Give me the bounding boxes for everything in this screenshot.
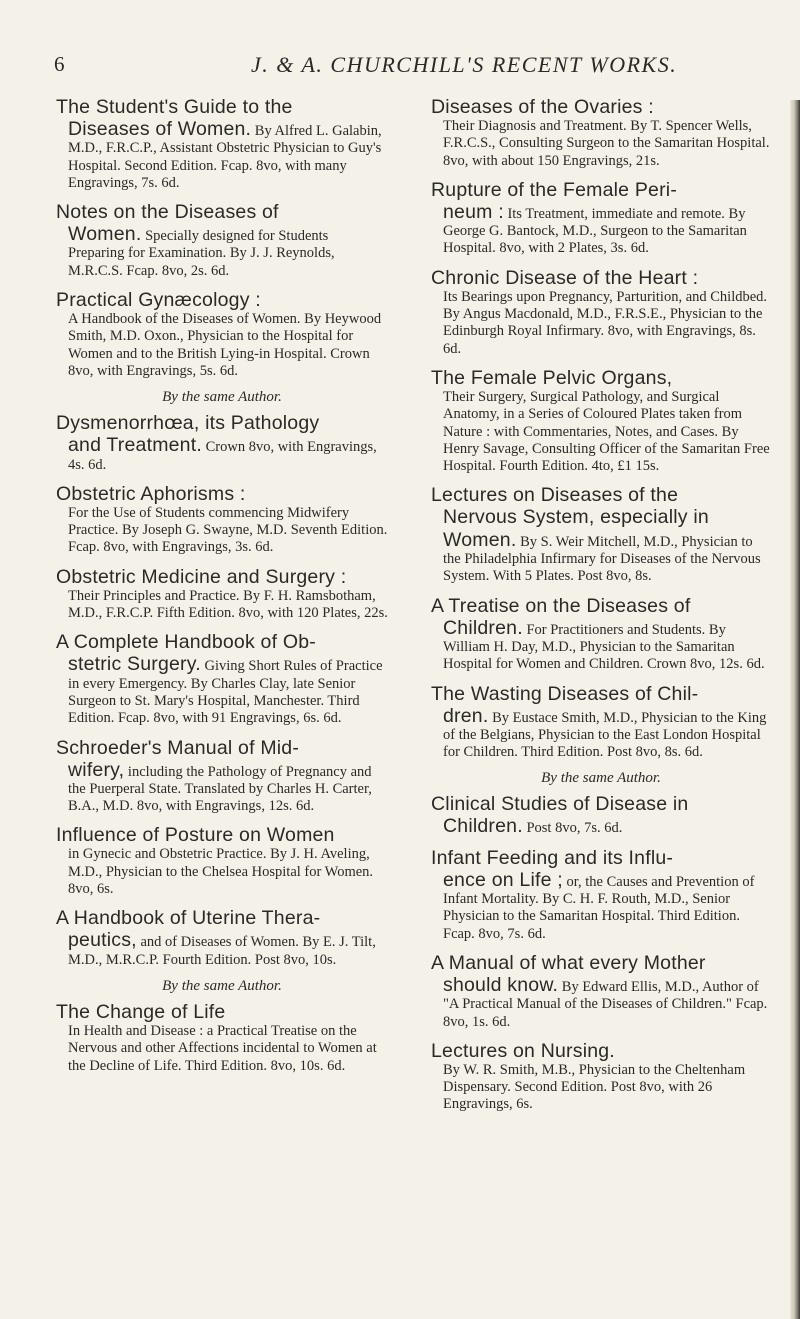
- book-title: A Handbook of Uterine Thera-: [56, 907, 321, 930]
- book-title: Schroeder's Manual of Mid-: [56, 736, 300, 759]
- book-details: [56, 505, 388, 557]
- book-title: Diseases of the Ovaries :: [431, 96, 654, 118]
- page-number: 6: [54, 52, 65, 76]
- book-entry: [56, 289, 388, 380]
- book-description: Their Principles and Practice. By F. H. Ramsbotham, M.D., F.R.C.P. Fifth Edition. 8vo, with 120 Plates, 22s.: [68, 587, 388, 622]
- book-title: Notes on the Diseases of: [56, 201, 279, 224]
- book-title-continued: neum :: [443, 200, 504, 223]
- book-details: [56, 118, 388, 192]
- book-entry: [431, 683, 771, 762]
- author-note: By the same Author.: [541, 770, 661, 787]
- left-column: [56, 96, 388, 1084]
- book-details: [56, 759, 388, 816]
- book-details: [56, 311, 388, 380]
- book-title: Clinical Studies of Disease in: [431, 793, 689, 816]
- book-description: By Eustace Smith, M.D., Physician to the King of the Belgians, Physician to the East London Hospital for Children. Third Edition. Post 8vo, 8s. 6d.: [443, 709, 767, 761]
- book-entry: [431, 96, 771, 170]
- book-description: or, the Causes and Prevention of Infant Mortality. By C. H. F. Routh, M.D., Senior Physician to the Samaritan Hospital. Third Edition. Fcap. 8vo, 7s. 6d.: [443, 873, 755, 942]
- book-details: [56, 223, 388, 280]
- book-details: [431, 389, 771, 475]
- book-entry: [56, 1001, 388, 1075]
- book-details: [431, 815, 771, 837]
- book-entry: [56, 483, 388, 557]
- book-title: Infant Feeding and its Influ-: [431, 846, 674, 869]
- book-description: Their Surgery, Surgical Pathology, and Surgical Anatomy, in a Series of Coloured Plates taken from Nature : with Commentaries, Notes, and Cases. By Henry Savage, Consulting Officer of the Samaritan Free Hospital. Fourth Edition. 4to, £1 15s.: [443, 388, 770, 475]
- book-description: Its Treatment, immediate and remote. By George G. Bantock, M.D., Surgeon to the Samaritan Hospital. 8vo, with 2 Plates, 3s. 6d.: [443, 205, 747, 257]
- book-title: Lectures on Nursing.: [431, 1039, 615, 1062]
- book-details: [56, 929, 388, 969]
- book-description: By Alfred L. Galabin, M.D., F.R.C.P., Assistant Obstetric Physician to Guy's Hospital. Second Edition. Fcap. 8vo, with many Engravings, 7s. 6d.: [68, 123, 382, 191]
- book-description: A Handbook of the Diseases of Women. By Heywood Smith, M.D. Oxon., Physician to the Hospital for Women and to the British Lying-in Hospital. Crown 8vo, with Engravings, 5s. 6d.: [68, 311, 382, 379]
- book-description: For Practitioners and Students. By William H. Day, M.D., Physician to the Samaritan Hospital for Women and Children. Crown 8vo, 12s. 6d.: [443, 621, 765, 673]
- book-description: including the Pathology of Pregnancy and the Puerperal State. Translated by Charles H. Carter, B.A., M.D. 8vo, with Engravings, 12s. 6d.: [68, 763, 372, 815]
- book-title: Practical Gynæcology :: [56, 289, 261, 312]
- book-title: A Complete Handbook of Ob-: [56, 631, 316, 654]
- book-title: Obstetric Aphorisms :: [56, 482, 246, 505]
- book-entry: [56, 631, 388, 727]
- book-description: By Edward Ellis, M.D., Author of "A Practical Manual of the Diseases of Children." Fcap. 8vo, 1s. 6d.: [443, 978, 768, 1030]
- book-details: [431, 1062, 771, 1114]
- book-description: By S. Weir Mitchell, M.D., Physician to the Philadelphia Infirmary for Diseases of the Nervous System. With 5 Plates. Post 8vo, 8s.: [443, 533, 761, 585]
- book-title: The Wasting Diseases of Chil-: [431, 682, 699, 705]
- book-title: The Student's Guide to the: [56, 96, 293, 118]
- book-title-continued: Children.: [443, 815, 523, 838]
- book-entry: [431, 952, 771, 1031]
- book-description: Post 8vo, 7s. 6d.: [526, 820, 623, 837]
- book-details: [56, 1023, 388, 1075]
- book-entry: [431, 1040, 771, 1114]
- book-title-continued: should know.: [443, 973, 559, 996]
- book-entry: [56, 566, 388, 623]
- book-title-continued: stetric Surgery.: [68, 653, 201, 676]
- book-description: Their Diagnosis and Treatment. By T. Spencer Wells, F.R.C.S., Consulting Surgeon to the Samaritan Hospital. 8vo, with about 150 Engravings, 21s.: [443, 118, 770, 169]
- page-edge-shadow: [790, 100, 800, 1319]
- book-title: A Treatise on the Diseases of: [431, 594, 691, 617]
- book-details: [431, 201, 771, 258]
- book-description: Its Bearings upon Pregnancy, Parturition, and Childbed. By Angus Macdonald, M.D., F.R.S.E., Physician to the Edinburgh Royal Infirmary. 8vo, with Engravings, 8s. 6d.: [443, 288, 768, 357]
- author-note: By the same Author.: [162, 389, 282, 406]
- book-title: The Change of Life: [56, 1000, 226, 1023]
- book-title: The Female Pelvic Organs,: [431, 366, 673, 389]
- book-title-continued: ence on Life ;: [443, 868, 563, 891]
- book-title-continued: Children.: [443, 616, 523, 639]
- book-details: [431, 506, 771, 585]
- book-entry: [431, 595, 771, 674]
- book-entry: [431, 484, 771, 585]
- book-title-continued: dren.: [443, 704, 489, 727]
- book-title: Rupture of the Female Peri-: [431, 178, 678, 201]
- book-entry: [56, 907, 388, 969]
- book-entry: [431, 793, 771, 837]
- book-title-continued: Diseases of Women.: [68, 118, 252, 140]
- book-entry: [431, 179, 771, 258]
- book-entry: [56, 737, 388, 816]
- book-description: For the Use of Students commencing Midwifery Practice. By Joseph G. Swayne, M.D. Seventh Edition. Fcap. 8vo, with Engravings, 3s. 6d.: [68, 504, 388, 556]
- book-title-continued: and Treatment.: [68, 434, 202, 457]
- book-description: in Gynecic and Obstetric Practice. By J. H. Aveling, M.D., Physician to the Chelsea Hospital for Women. 8vo, 6s.: [68, 846, 374, 898]
- book-title-continued: Women.: [68, 223, 142, 246]
- book-description: In Health and Disease : a Practical Treatise on the Nervous and other Affections incidental to Women at the Decline of Life. Third Edition. 8vo, 10s. 6d.: [68, 1022, 377, 1074]
- book-details: [56, 653, 388, 727]
- book-title: Chronic Disease of the Heart :: [431, 266, 699, 289]
- book-title-continued: peutics,: [68, 929, 137, 952]
- book-description: Crown 8vo, with Engravings, 4s. 6d.: [68, 439, 377, 473]
- book-entry: [431, 367, 771, 475]
- book-entry: [56, 412, 388, 474]
- book-title: Obstetric Medicine and Surgery :: [56, 565, 347, 588]
- book-details: [431, 974, 771, 1031]
- book-title: Influence of Posture on Women: [56, 824, 335, 847]
- book-title: A Manual of what every Mother: [431, 951, 706, 974]
- book-details: [56, 434, 388, 474]
- right-column: [431, 96, 771, 1123]
- author-note: By the same Author.: [162, 977, 282, 994]
- book-title: Dysmenorrhœa, its Pathology: [56, 412, 320, 435]
- book-description: By W. R. Smith, M.B., Physician to the Cheltenham Dispensary. Second Edition. Post 8vo, with 26 Engravings, 6s.: [443, 1061, 746, 1113]
- book-entry: [56, 201, 388, 280]
- book-description: Giving Short Rules of Practice in every Emergency. By Charles Clay, late Senior Surgeon to St. Mary's Hospital, Manchester. Third Edition. Fcap. 8vo, with 91 Engravings, 6s. 6d.: [68, 658, 383, 727]
- book-title: Lectures on Diseases of the: [431, 484, 679, 507]
- book-details: [56, 846, 388, 898]
- book-details: [431, 705, 771, 762]
- running-title: J. & A. CHURCHILL'S RECENT WORKS.: [251, 52, 678, 77]
- book-details: [431, 289, 771, 358]
- book-details: [431, 617, 771, 674]
- book-entry: [56, 96, 388, 192]
- book-entry: [431, 847, 771, 943]
- page-header: [40, 52, 770, 82]
- book-description: and of Diseases of Women. By E. J. Tilt, M.D., M.R.C.P. Fourth Edition. Post 8vo, 10s.: [68, 934, 376, 968]
- book-details: [56, 588, 388, 623]
- book-title-continued: wifery,: [68, 758, 125, 781]
- book-details: [431, 118, 771, 170]
- book-entry: [431, 267, 771, 358]
- book-details: [431, 869, 771, 943]
- book-description: Specially designed for Students Preparing for Examination. By J. J. Reynolds, M.R.C.S. Fcap. 8vo, 2s. 6d.: [68, 228, 335, 279]
- book-title-continued: Nervous System, especially in Women.: [443, 506, 709, 551]
- book-entry: [56, 824, 388, 898]
